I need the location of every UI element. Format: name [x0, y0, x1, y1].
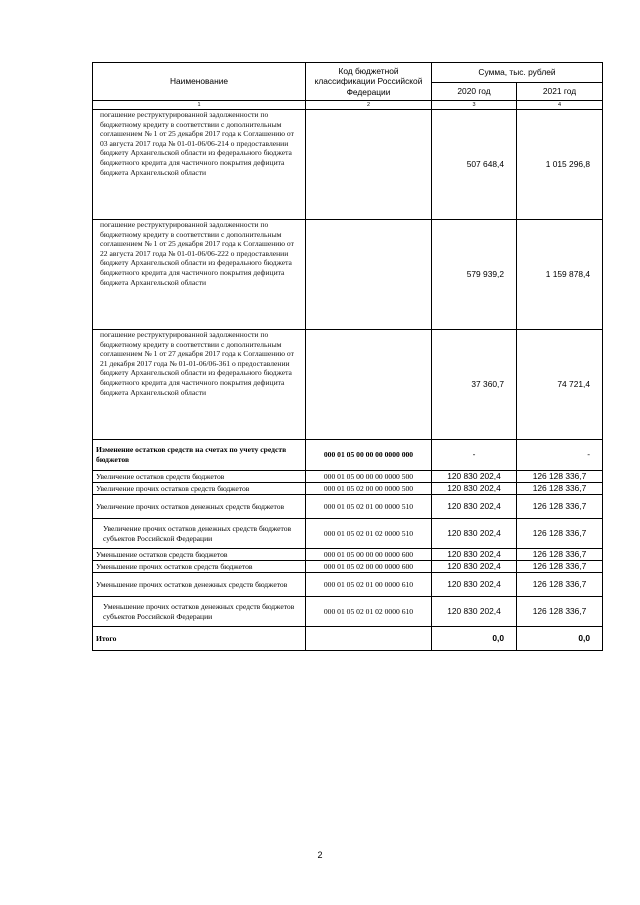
row-name: Уменьшение остатков средств бюджетов	[93, 549, 306, 561]
budget-sources-table	[92, 62, 603, 651]
row-name: Увеличение прочих остатков денежных средств бюджетов	[93, 495, 306, 519]
column-number: 1	[93, 101, 306, 110]
row-code	[306, 110, 432, 220]
row-value-2021: 126 128 336,7	[517, 483, 603, 495]
table-row	[93, 519, 603, 549]
row-value-2021: 126 128 336,7	[517, 471, 603, 483]
row-value-2020: 120 830 202,4	[432, 471, 517, 483]
row-value-2020: 120 830 202,4	[432, 549, 517, 561]
row-name: Изменение остатков средств на счетах по учету средств бюджетов	[93, 440, 306, 471]
row-code: 000 01 05 02 00 00 0000 600	[306, 561, 432, 573]
row-code	[306, 330, 432, 440]
row-value-2020: 120 830 202,4	[432, 573, 517, 597]
row-value-2020: -	[432, 440, 517, 471]
row-value-2020: 37 360,7	[432, 330, 517, 440]
row-name: погашение реструктурированной задолженности по бюджетному кредиту в соответствии с дополнительным соглашением № 1 от 25 декабря 2017 года к Соглашению от 22 августа 2017 года № 01-01-06/06-222 о предоставлении бюджету Архангельской области из федерального бюджета бюджетного кредита для частичного покрытия дефицита бюджета Архангельской области	[93, 220, 306, 330]
row-value-2021: 126 128 336,7	[517, 597, 603, 627]
row-name: Увеличение остатков средств бюджетов	[93, 471, 306, 483]
header-sum: Сумма, тыс. рублей	[432, 63, 603, 83]
table-row	[93, 471, 603, 483]
row-code: 000 01 05 02 01 00 0000 610	[306, 573, 432, 597]
column-number: 3	[432, 101, 517, 110]
row-name: Увеличение прочих остатков средств бюджетов	[93, 483, 306, 495]
row-value-2021: 74 721,4	[517, 330, 603, 440]
row-value-2020: 507 648,4	[432, 110, 517, 220]
row-code: 000 01 05 02 01 02 0000 510	[306, 519, 432, 549]
row-code: 000 01 05 02 01 00 0000 510	[306, 495, 432, 519]
row-name: погашение реструктурированной задолженности по бюджетному кредиту в соответствии с дополнительным соглашением № 1 от 27 декабря 2017 года к Соглашению от 21 декабря 2017 года № 01-01-06/06-361 о предоставлении бюджету Архангельской области из федерального бюджета бюджетного кредита для частичного покрытия дефицита бюджета Архангельской области	[93, 330, 306, 440]
table-row	[93, 573, 603, 597]
row-value-2020: 0,0	[432, 627, 517, 651]
row-value-2021: 126 128 336,7	[517, 561, 603, 573]
row-name: Увеличение прочих остатков денежных средств бюджетов субъектов Российской Федерации	[93, 519, 306, 549]
row-name: Уменьшение прочих остатков денежных средств бюджетов субъектов Российской Федерации	[93, 597, 306, 627]
table-row	[93, 220, 603, 330]
column-number: 4	[517, 101, 603, 110]
row-code: 000 01 05 00 00 00 0000 000	[306, 440, 432, 471]
header-row	[93, 63, 603, 83]
row-value-2020: 120 830 202,4	[432, 483, 517, 495]
page-number: 2	[317, 850, 323, 860]
table-row	[93, 330, 603, 440]
row-value-2020: 579 939,2	[432, 220, 517, 330]
row-value-2021: 1 015 296,8	[517, 110, 603, 220]
header-code: Код бюджетной классификации Российской Федерации	[306, 63, 432, 101]
row-value-2021: 1 159 878,4	[517, 220, 603, 330]
row-code: 000 01 05 02 00 00 0000 500	[306, 483, 432, 495]
row-code	[306, 220, 432, 330]
table-row	[93, 549, 603, 561]
row-code	[306, 627, 432, 651]
row-value-2021: 126 128 336,7	[517, 495, 603, 519]
table-row	[93, 495, 603, 519]
table-row	[93, 483, 603, 495]
row-name: погашение реструктурированной задолженности по бюджетному кредиту в соответствии с дополнительным соглашением № 1 от 25 декабря 2017 года к Соглашению от 03 августа 2017 года № 01-01-06/06-214 о предоставлении бюджету Архангельской области из федерального бюджета бюджетного кредита для частичного покрытия дефицита бюджета Архангельской области	[93, 110, 306, 220]
row-value-2021: 0,0	[517, 627, 603, 651]
table-row	[93, 597, 603, 627]
row-value-2020: 120 830 202,4	[432, 597, 517, 627]
header-year-2021: 2021 год	[517, 83, 603, 101]
row-value-2021: -	[517, 440, 603, 471]
row-name: Итого	[93, 627, 306, 651]
column-numbers-row	[93, 101, 603, 110]
table-row	[93, 440, 603, 471]
row-name: Уменьшение прочих остатков денежных средств бюджетов	[93, 573, 306, 597]
table-row	[93, 561, 603, 573]
row-value-2020: 120 830 202,4	[432, 561, 517, 573]
row-value-2020: 120 830 202,4	[432, 519, 517, 549]
row-value-2021: 126 128 336,7	[517, 549, 603, 561]
row-name: Уменьшение прочих остатков средств бюджетов	[93, 561, 306, 573]
total-row	[93, 627, 603, 651]
row-value-2021: 126 128 336,7	[517, 573, 603, 597]
row-code: 000 01 05 00 00 00 0000 600	[306, 549, 432, 561]
table-row	[93, 110, 603, 220]
row-code: 000 01 05 00 00 00 0000 500	[306, 471, 432, 483]
column-number: 2	[306, 101, 432, 110]
row-code: 000 01 05 02 01 02 0000 610	[306, 597, 432, 627]
row-value-2020: 120 830 202,4	[432, 495, 517, 519]
row-value-2021: 126 128 336,7	[517, 519, 603, 549]
header-name: Наименование	[93, 63, 306, 101]
header-year-2020: 2020 год	[432, 83, 517, 101]
